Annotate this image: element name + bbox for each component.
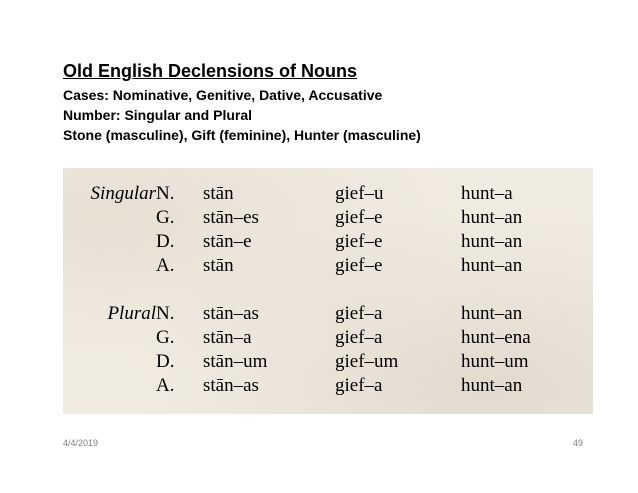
stone-form: stān–as: [203, 303, 259, 324]
hunter-form: hunt–an: [461, 231, 523, 252]
nouns-line: Stone (masculine), Gift (feminine), Hunter (masculine): [63, 127, 421, 143]
gift-form: gief–e: [335, 255, 383, 276]
hunter-form: hunt–ena: [461, 327, 531, 348]
case-label: D.: [156, 351, 175, 372]
stone-form: stān–as: [203, 375, 259, 396]
number-line: Number: Singular and Plural: [63, 107, 253, 123]
hunter-form: hunt–an: [461, 303, 523, 324]
stone-form: stān–um: [203, 351, 268, 372]
case-label: A.: [156, 375, 175, 396]
page-number: 49: [572, 438, 583, 448]
declension-grid: [63, 168, 593, 414]
stone-form: stān–a: [203, 327, 252, 348]
hunter-form: hunt–an: [461, 255, 523, 276]
table-row: [63, 182, 593, 206]
table-row: [63, 254, 593, 278]
table-row: [63, 206, 593, 230]
stone-form: stān: [203, 183, 234, 204]
number-label-plural: Plural: [107, 303, 156, 324]
table-row: [63, 374, 593, 398]
case-label: G.: [156, 207, 175, 228]
table-row: [63, 350, 593, 374]
hunter-form: hunt–a: [461, 183, 513, 204]
gift-form: gief–e: [335, 207, 383, 228]
gift-form: gief–u: [335, 183, 384, 204]
slide-header: [63, 60, 421, 145]
table-row: [63, 302, 593, 326]
hunter-form: hunt–an: [461, 375, 523, 396]
stone-form: stān–es: [203, 207, 259, 228]
gift-form: gief–e: [335, 231, 383, 252]
footer-date: 4/4/2019: [63, 438, 99, 448]
gift-form: gief–um: [335, 351, 399, 372]
case-label: D.: [156, 231, 175, 252]
stone-form: stān: [203, 255, 234, 276]
gift-form: gief–a: [335, 375, 383, 396]
cases-line: Cases: Nominative, Genitive, Dative, Accusative: [63, 87, 383, 103]
table-row: [63, 326, 593, 350]
case-label: N.: [156, 183, 175, 204]
table-row: [63, 230, 593, 254]
scanned-declension-table: [63, 168, 593, 414]
gift-form: gief–a: [335, 303, 383, 324]
number-label-singular: Singular: [90, 183, 156, 204]
hunter-form: hunt–um: [461, 351, 529, 372]
case-label: G.: [156, 327, 175, 348]
gift-form: gief–a: [335, 327, 383, 348]
case-label: N.: [156, 303, 175, 324]
slide-title: Old English Declensions of Nouns: [63, 61, 358, 81]
stone-form: stān–e: [203, 231, 252, 252]
case-label: A.: [156, 255, 175, 276]
hunter-form: hunt–an: [461, 207, 523, 228]
